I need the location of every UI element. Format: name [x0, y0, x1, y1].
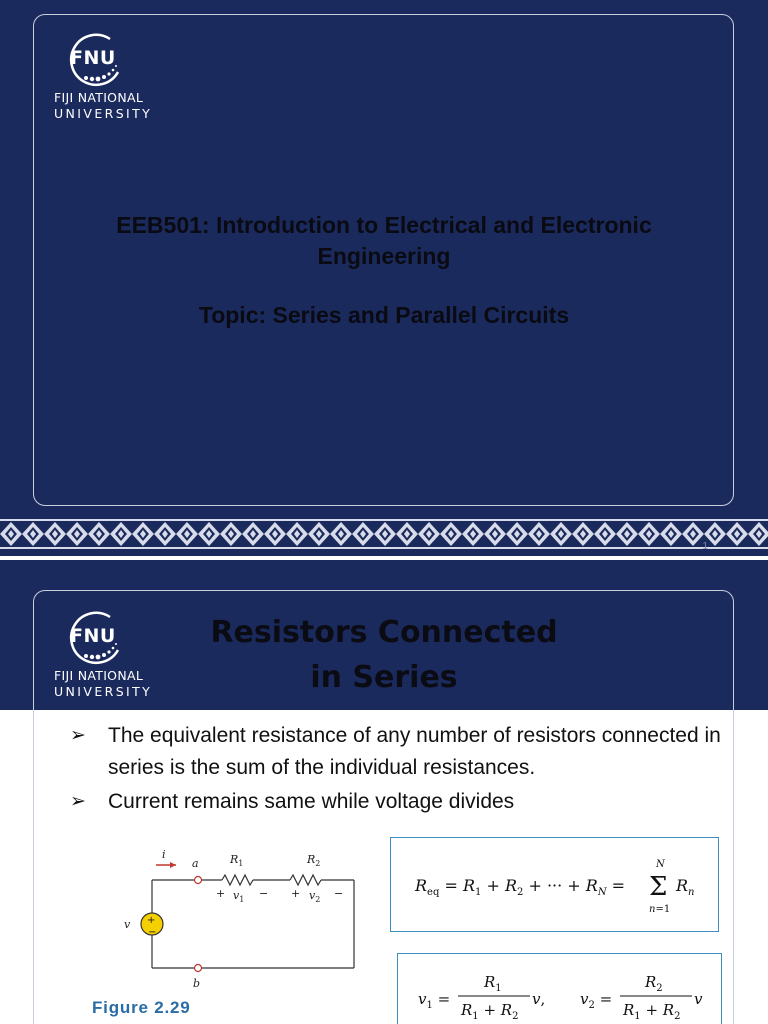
voltage-divider-equation [397, 953, 722, 1024]
series-circuit-diagram [120, 840, 380, 990]
arrowhead-bullet-icon: ➢ [70, 791, 86, 812]
svg-text:v,: v, [532, 990, 546, 1008]
svg-text:v2 =: $v_2$ = [580, 990, 613, 1011]
course-title: EEB501: Introduction to Electrical and Electronic Engineering [116, 212, 652, 269]
bullet-text: The equivalent resistance of any number of resistors connected in series is the sum of the individual resistances. [108, 724, 721, 779]
logo-line2: UNIVERSITY [54, 684, 153, 699]
svg-text:N: N [656, 859, 665, 870]
svg-text:+: + [291, 887, 301, 900]
bullet-text: Current remains same while voltage divides [108, 790, 515, 813]
svg-text:Rn: $R_n$ [676, 876, 695, 898]
bullet-item [70, 720, 730, 784]
r1-label: $R_1$ [230, 853, 244, 868]
svg-text:R1 + R2: $R_1 + R_2$ [461, 1001, 519, 1022]
content-slide [0, 560, 768, 1024]
bullet-item [70, 786, 730, 818]
svg-text:+: + [216, 887, 226, 900]
svg-text:n=1: n=1 [649, 904, 671, 915]
slide-title-line2: in Series [310, 660, 458, 695]
svg-text:Req = R1 + R2 + ··· + RN =: $R_{eq} = R_1 + R_2$ + ··· + $R_N$ = [415, 876, 626, 898]
figure-caption: Figure 2.29 [92, 998, 191, 1017]
svg-text:Σ: Σ [649, 872, 668, 902]
logo-mark: FNU [70, 47, 116, 69]
decorative-pattern-band [0, 519, 768, 549]
v2-label: $v_2$ [309, 889, 321, 904]
arrowhead-bullet-icon: ➢ [70, 725, 86, 746]
slide-title-line1: Resistors Connected [210, 615, 558, 650]
req-formula [391, 838, 720, 933]
v1-label: $v_1$ [233, 889, 245, 904]
logo-line1: FIJI NATIONAL [54, 90, 144, 105]
logo-line2: UNIVERSITY [54, 106, 153, 121]
logo-mark: FNU [70, 625, 116, 647]
svg-text:R2: $R_2$ [645, 973, 663, 994]
node-a-label: a [192, 857, 199, 870]
svg-text:R1: $R_1$ [484, 973, 502, 994]
svg-text:+: + [147, 915, 156, 926]
svg-text:−: − [259, 887, 269, 900]
svg-text:−: − [334, 887, 344, 900]
svg-text:R1 + R2: $R_1 + R_2$ [623, 1001, 681, 1022]
topic-title: Topic: Series and Parallel Circuits [198, 302, 570, 328]
r2-label: $R_2$ [307, 853, 321, 868]
page-number: 1 [702, 541, 708, 552]
node-b-label: b [193, 977, 201, 990]
logo-line1: FIJI NATIONAL [54, 668, 144, 683]
equivalent-resistance-equation [390, 837, 719, 932]
svg-text:v: v [694, 990, 703, 1008]
slide-title [200, 610, 568, 700]
bullet-list [70, 720, 730, 820]
svg-text:−: − [148, 927, 157, 938]
svg-text:v1 =: $v_1$ = [418, 990, 451, 1011]
source-label: v [124, 918, 131, 931]
divider-formula [398, 954, 723, 1024]
current-label: i [162, 848, 166, 861]
